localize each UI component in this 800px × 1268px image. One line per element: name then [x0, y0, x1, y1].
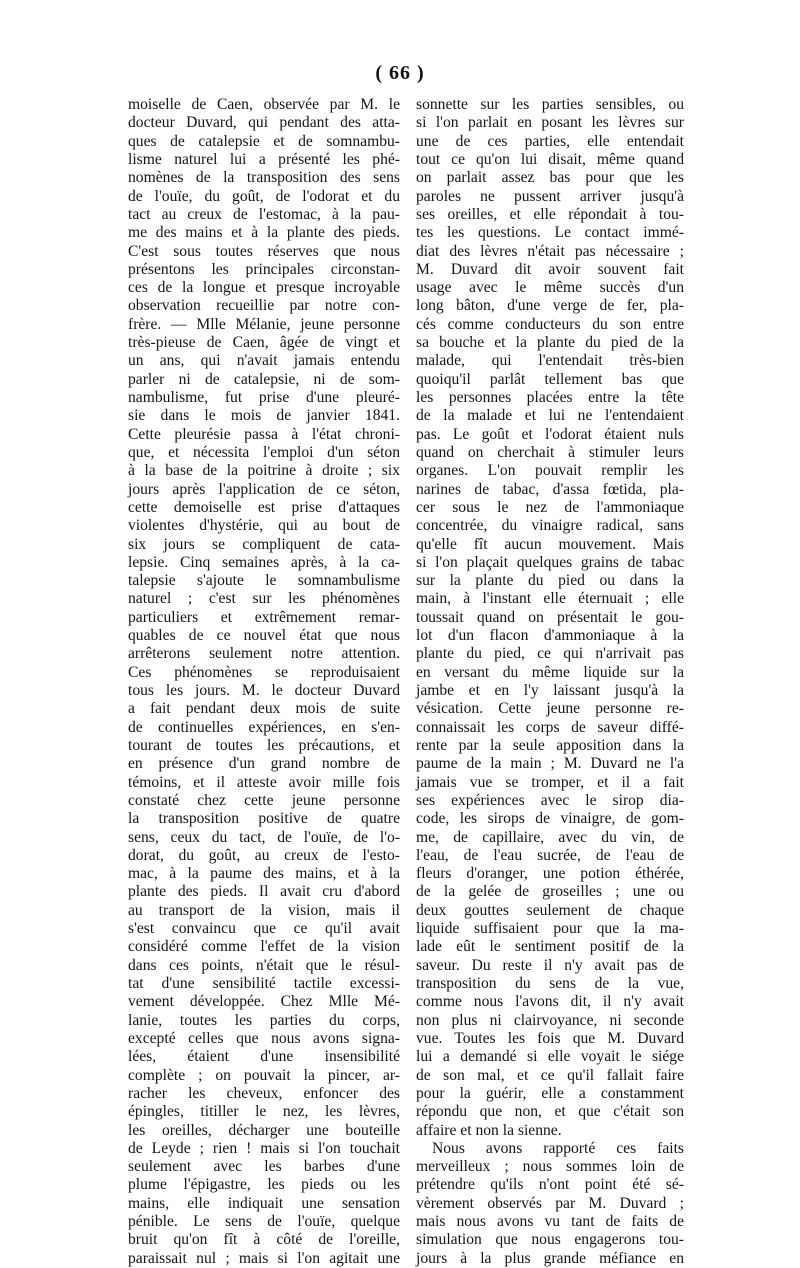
text-line: qu'elle fît aucun mouvement. Mais	[416, 535, 684, 553]
text-line: répondu que non, et que c'était son	[416, 1103, 684, 1121]
text-line: jambe et en l'y laissant jusqu'à la	[416, 682, 684, 699]
text-line: parler ni de catalepsie, ni de som-	[128, 370, 400, 388]
text-line: tact au creux de l'estomac, à la pau-	[128, 205, 400, 223]
text-line: talepsie s'ajoute le somnambulisme	[128, 572, 400, 590]
text-line: témoins, et il atteste avoir mille fois	[128, 773, 400, 791]
text-line: vésication. Cette jeune personne re-	[416, 700, 684, 718]
text-line: une de ces parties, elle entendait	[416, 132, 684, 150]
text-line: lui a demandé si elle voyait le siége	[416, 1048, 684, 1066]
text-line: vement développée. Chez Mlle Mé-	[128, 993, 400, 1011]
text-line: la transposition positive de quatre	[128, 810, 400, 828]
text-line: de la gelée de groseilles ; une ou	[416, 883, 684, 901]
text-line: cer sous le nez de l'ammoniaque	[416, 498, 684, 516]
text-line: s'est convaincu que ce qu'il avait	[128, 920, 400, 938]
text-line: plante du pied, ce qui n'arrivait pas	[416, 645, 684, 663]
text-line: en présence d'un grand nombre de	[128, 755, 400, 773]
text-line: racher les cheveux, enfoncer des	[128, 1084, 400, 1102]
text-line: mains, elle indiquait une sensation	[128, 1194, 400, 1212]
text-column-right	[416, 96, 684, 1268]
page-number: ( 66 )	[375, 62, 425, 84]
text-line: transposition du sens de la vue,	[416, 975, 684, 992]
text-line: sur la plante du pied ou dans la	[416, 572, 684, 590]
text-line: sonnette sur les parties sensibles, ou	[416, 96, 684, 113]
text-line: nomènes de la transposition des sens	[128, 169, 400, 187]
text-line: code, les sirops de vinaigre, de gom-	[416, 810, 684, 828]
text-line: mac, à la paume des mains, et à la	[128, 865, 400, 883]
text-line: quables de ce nouvel état que nous	[128, 627, 400, 645]
text-line: paroles ne pussent arriver jusqu'à	[416, 187, 684, 205]
text-line: vue. Toutes les fois que M. Duvard	[416, 1029, 684, 1047]
text-line: long bâton, d'une verge de fer, pla-	[416, 297, 684, 315]
text-line: de son mal, et ce qu'il fallait faire	[416, 1066, 684, 1084]
text-line: cette demoiselle est prise d'attaques	[128, 498, 400, 516]
text-line: observation recueillie par notre con-	[128, 297, 400, 315]
text-line: l'eau, de l'eau sucrée, de l'eau de	[416, 846, 684, 864]
text-line: en versant du même liquide sur la	[416, 663, 684, 681]
text-line: quand on cherchait à stimuler leurs	[416, 443, 684, 461]
text-line: présentons les principales circonstan-	[128, 260, 400, 278]
text-line: Ces phénomènes se reproduisaient	[128, 663, 400, 681]
text-line: dans ces points, n'était que le résul-	[128, 956, 400, 974]
text-line: jours à la plus grande méfiance en	[416, 1249, 684, 1267]
text-line: pour la guérir, elle a constamment	[416, 1084, 684, 1102]
text-line: liquide suffisaient pour que la ma-	[416, 920, 684, 938]
text-line: jours après l'application de ce séton,	[128, 480, 400, 498]
text-line: particuliers et extrêmement remar-	[128, 608, 400, 626]
text-line: que, et nécessita l'emploi d'un séton	[128, 443, 400, 461]
text-line: cés comme conducteurs du son entre	[416, 315, 684, 333]
text-line: ces de la longue et presque incroyable	[128, 279, 400, 297]
text-line: vèrement observés par M. Duvard ;	[416, 1194, 684, 1212]
text-line: de la malade et lui ne l'entendaient	[416, 407, 684, 425]
text-line: docteur Duvard, qui pendant des atta-	[128, 114, 400, 132]
text-line: tout ce qu'on lui disait, même quand	[416, 150, 684, 168]
text-line: ses oreilles, et elle répondait à tou-	[416, 205, 684, 223]
text-line: usage avec le même succès d'un	[416, 279, 684, 297]
text-line: jamais vue se tromper, et il a fait	[416, 773, 684, 791]
text-line: paraissait nul ; mais si l'on agitait une	[128, 1249, 400, 1267]
text-line: sens, ceux du tact, de l'ouïe, de l'o-	[128, 828, 400, 846]
text-line: tat d'une sensibilité tactile excessi-	[128, 975, 400, 992]
text-line: narines de tabac, d'assa fœtida, pla-	[416, 480, 684, 498]
text-line: ses expériences avec le sirop dia-	[416, 791, 684, 809]
text-line: a fait pendant deux mois de suite	[128, 700, 400, 718]
text-line: violentes d'hystérie, qui au bout de	[128, 517, 400, 535]
text-line: lepsie. Cinq semaines après, à la ca-	[128, 553, 400, 571]
text-line: rente par la seule apposition dans la	[416, 736, 684, 754]
text-column-left	[128, 96, 400, 1268]
text-line: si l'on plaçait quelques grains de tabac	[416, 553, 684, 571]
text-line: concentrée, du vinaigre radical, sans	[416, 517, 684, 535]
text-line: sa bouche et la plante du pied de la	[416, 334, 684, 352]
text-line: lisme naturel lui a présenté les phé-	[128, 150, 400, 168]
text-line: un ans, qui n'avait jamais entendu	[128, 352, 400, 370]
text-line: pas. Le goût et l'odorat étaient nuls	[416, 425, 684, 443]
text-line: M. Duvard dit avoir souvent fait	[416, 260, 684, 278]
text-line: plume l'épigastre, les pieds ou les	[128, 1176, 400, 1194]
text-line: nambulisme, fut prise d'une pleuré-	[128, 389, 400, 406]
text-line: tourant de toutes les précautions, et	[128, 736, 400, 754]
text-line: si l'on parlait en posant les lèvres sur	[416, 114, 684, 132]
text-line: affaire et non la sienne.	[416, 1121, 562, 1139]
text-line: tes les questions. Le contact immé-	[416, 224, 684, 242]
text-line: saveur. Du reste il n'y avait pas de	[416, 956, 684, 974]
text-line: malade, qui l'entendait très-bien	[416, 352, 684, 370]
text-line: paume de la main ; M. Duvard ne l'a	[416, 755, 684, 773]
text-line: diat des lèvres n'était pas nécessaire ;	[416, 242, 684, 260]
text-line: au transport de la vision, mais il	[128, 901, 400, 919]
text-line: quoiqu'il parlât tellement bas que	[416, 370, 684, 388]
text-line: connaissait les corps de saveur diffé-	[416, 718, 684, 736]
text-line: organes. L'on pouvait remplir les	[416, 462, 684, 480]
text-line: me, de capillaire, avec du vin, de	[416, 828, 684, 846]
text-line: à la base de la poitrine à droite ; six	[128, 462, 400, 480]
text-line: ques de catalepsie et de somnambu-	[128, 132, 400, 150]
text-line: seulement avec les barbes d'une	[128, 1158, 400, 1176]
text-line: non plus ni clairvoyance, ni seconde	[416, 1011, 684, 1029]
text-line: simulation que nous engagerons tou-	[416, 1231, 684, 1249]
text-line: lées, étaient d'une insensibilité	[128, 1048, 400, 1066]
text-line: moiselle de Caen, observée par M. le	[128, 96, 400, 113]
text-line: lade eût le sentiment positif de la	[416, 938, 684, 956]
text-line: considéré comme l'effet de la vision	[128, 938, 400, 956]
text-line: épingles, titiller le nez, les lèvres,	[128, 1103, 400, 1121]
text-line: arrêterons seulement notre attention.	[128, 645, 400, 663]
text-line: constaté chez cette jeune personne	[128, 791, 400, 809]
text-line: on parlait assez bas pour que les	[416, 169, 684, 187]
text-line: tous les jours. M. le docteur Duvard	[128, 682, 400, 699]
text-line: naturel ; c'est sur les phénomènes	[128, 590, 400, 608]
text-line: Nous avons rapporté ces faits	[432, 1139, 684, 1157]
text-line: merveilleux ; nous sommes loin de	[416, 1158, 684, 1176]
text-line: deux gouttes seulement de chaque	[416, 901, 684, 919]
text-line: prétendre qu'ils n'ont point été sé-	[416, 1176, 684, 1194]
text-line: main, à l'instant elle éternuait ; elle	[416, 590, 684, 608]
text-line: de l'ouïe, du goût, de l'odorat et du	[128, 187, 400, 205]
text-line: de continuelles expériences, en s'en-	[128, 718, 400, 736]
text-line: de Leyde ; rien ! mais si l'on touchait	[128, 1139, 400, 1157]
text-line: six jours se compliquent de cata-	[128, 535, 400, 553]
text-line: les oreilles, décharger une bouteille	[128, 1121, 400, 1139]
text-line: plante des pieds. Il avait cru d'abord	[128, 883, 400, 901]
text-line: fleurs d'oranger, une potion éthérée,	[416, 865, 684, 883]
text-line: mais nous avons vu tant de faits de	[416, 1213, 684, 1231]
text-line: pénible. Le sens de l'ouïe, quelque	[128, 1213, 400, 1231]
text-line: C'est sous toutes réserves que nous	[128, 242, 400, 260]
text-line: frère. — Mlle Mélanie, jeune personne	[128, 315, 400, 333]
text-line: me des mains et à la plante des pieds.	[128, 224, 400, 242]
text-line: excepté celles que nous avons signa-	[128, 1029, 400, 1047]
text-line: dorat, du goût, au creux de l'esto-	[128, 846, 400, 864]
text-line: les personnes placées entre la tête	[416, 389, 684, 406]
text-line: très-pieuse de Caen, âgée de vingt et	[128, 334, 400, 352]
text-line: comme nous l'avons dit, il n'y avait	[416, 993, 684, 1011]
text-line: lot d'un flacon d'ammoniaque à la	[416, 627, 684, 645]
text-line: Cette pleurésie passa à l'état chroni-	[128, 425, 400, 443]
text-line: bruit qu'on fît à côté de l'oreille,	[128, 1231, 400, 1249]
text-line: complète ; on pouvait la pincer, ar-	[128, 1066, 400, 1084]
text-line: sie dans le mois de janvier 1841.	[128, 407, 400, 425]
text-line: toussait quand on présentait le gou-	[416, 608, 684, 626]
text-line: lanie, toutes les parties du corps,	[128, 1011, 400, 1029]
